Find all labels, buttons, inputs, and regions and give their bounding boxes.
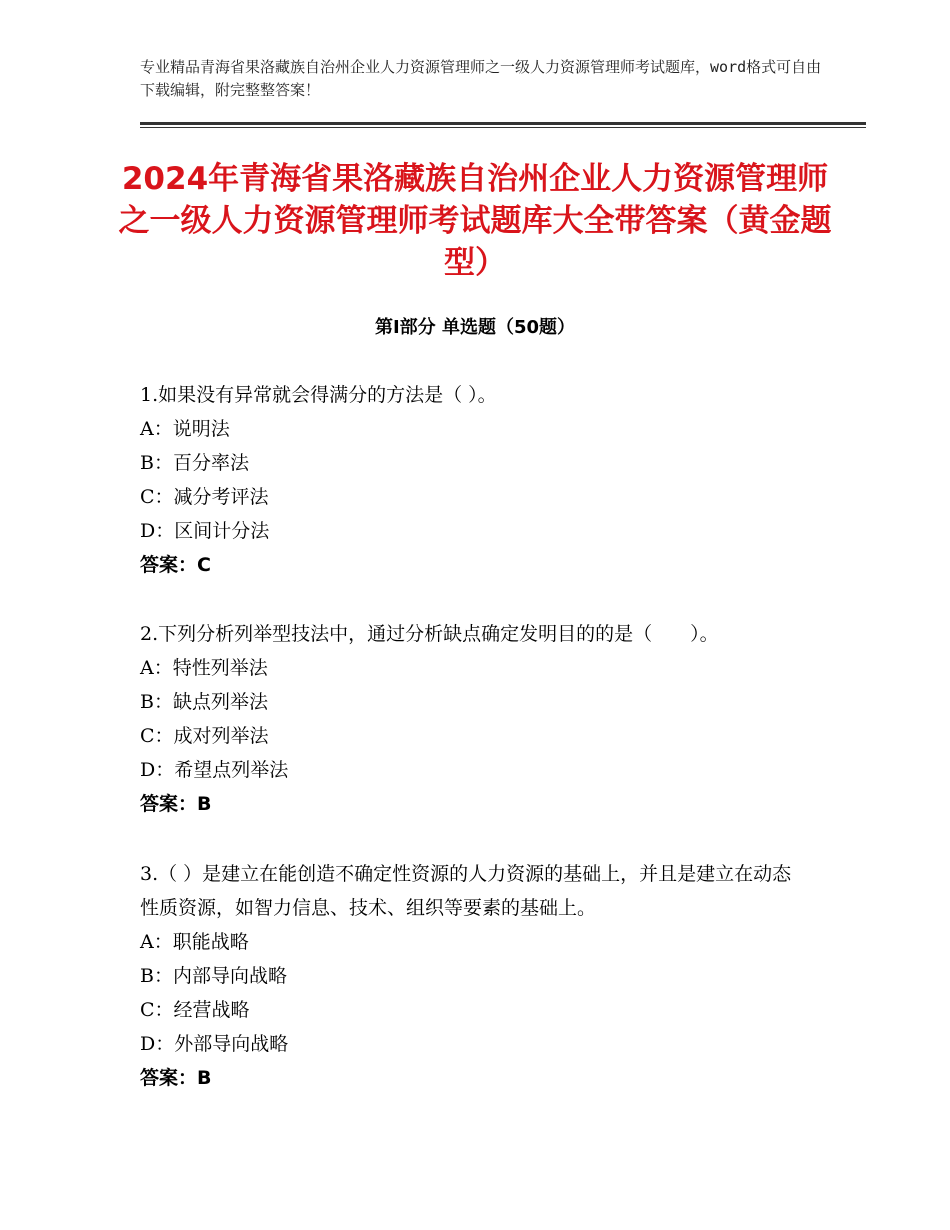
- option-c: C：经营战略: [140, 999, 250, 1021]
- option-a: A：说明法: [140, 418, 230, 440]
- question-2: [140, 617, 840, 821]
- option-a: A：特性列举法: [140, 657, 268, 679]
- option-a: A：职能战略: [140, 931, 249, 953]
- option-d: D：希望点列举法: [140, 759, 289, 781]
- answer: 答案：B: [140, 793, 212, 815]
- document-title: 2024年青海省果洛藏族自治州企业人力资源管理师之一级人力资源管理师考试题库大全带答案（黄金题型）: [118, 161, 832, 281]
- header-rule-thick: [140, 122, 866, 125]
- option-d: D：外部导向战略: [140, 1033, 289, 1055]
- question-3: [140, 857, 805, 1095]
- header-rule-thin: [140, 127, 866, 128]
- answer: 答案：C: [140, 554, 211, 576]
- option-b: B：缺点列举法: [140, 691, 268, 713]
- question-stem: 3.（ ）是建立在能创造不确定性资源的人力资源的基础上，并且是建立在动态性质资源，如智力信息、技术、组织等要素的基础上。: [140, 863, 792, 919]
- option-d: D：区间计分法: [140, 520, 270, 542]
- option-c: C：减分考评法: [140, 486, 269, 508]
- question-stem: 1.如果没有异常就会得满分的方法是（ ）。: [140, 384, 497, 406]
- header-note: 专业精品青海省果洛藏族自治州企业人力资源管理师之一级人力资源管理师考试题库，word格式可自由下载编辑，附完整整答案！: [140, 58, 822, 99]
- question-stem: 2.下列分析列举型技法中，通过分析缺点确定发明目的的是（ ）。: [140, 623, 719, 645]
- question-1: [140, 378, 840, 582]
- option-c: C：成对列举法: [140, 725, 269, 747]
- answer: 答案：B: [140, 1067, 212, 1089]
- option-b: B：内部导向战略: [140, 965, 287, 987]
- section-heading: 第Ⅰ部分 单选题（50题）: [374, 317, 575, 338]
- option-b: B：百分率法: [140, 452, 249, 474]
